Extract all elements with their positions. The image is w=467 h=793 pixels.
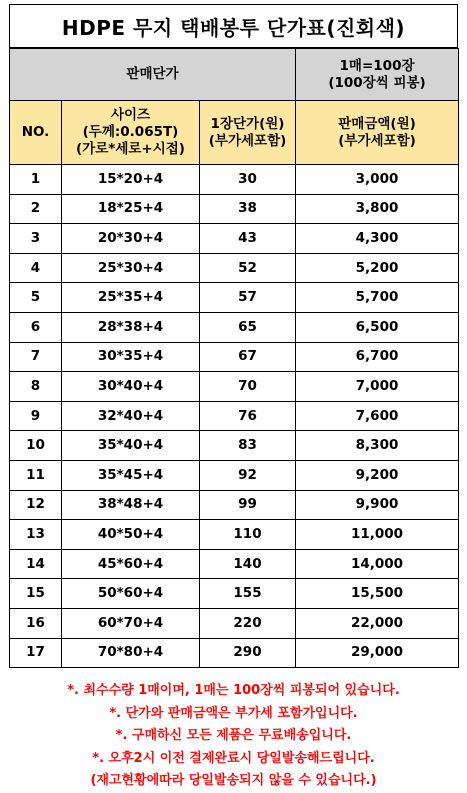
row-unit-price: 76 bbox=[200, 401, 296, 431]
row-size: 40*50+4 bbox=[62, 520, 200, 550]
row-size: 50*60+4 bbox=[62, 579, 200, 609]
table-row bbox=[10, 401, 459, 431]
group-header-row bbox=[10, 49, 459, 101]
row-unit-price: 67 bbox=[200, 342, 296, 372]
row-amount: 22,000 bbox=[296, 608, 459, 638]
table-row bbox=[10, 165, 459, 195]
row-size: 25*35+4 bbox=[62, 283, 200, 313]
table-row bbox=[10, 549, 459, 579]
price-table bbox=[9, 48, 459, 668]
row-size: 30*40+4 bbox=[62, 372, 200, 402]
note-line: *. 구매하신 모든 제품은 무료배송입니다. bbox=[115, 728, 352, 744]
note-line: *. 단가와 판매금액은 부가세 포함가입니다. bbox=[109, 705, 358, 721]
table-row bbox=[10, 579, 459, 609]
row-amount: 11,000 bbox=[296, 520, 459, 550]
row-size: 25*30+4 bbox=[62, 253, 200, 283]
table-row bbox=[10, 431, 459, 461]
row-size: 60*70+4 bbox=[62, 608, 200, 638]
row-amount: 5,200 bbox=[296, 253, 459, 283]
table-row bbox=[10, 283, 459, 313]
row-no: 6 bbox=[10, 312, 62, 342]
row-size: 35*45+4 bbox=[62, 460, 200, 490]
column-header-row bbox=[10, 101, 459, 165]
row-size: 28*38+4 bbox=[62, 312, 200, 342]
row-size: 15*20+4 bbox=[62, 165, 200, 195]
row-amount: 5,700 bbox=[296, 283, 459, 313]
row-size: 45*60+4 bbox=[62, 549, 200, 579]
row-size: 32*40+4 bbox=[62, 401, 200, 431]
size-header-line3: (가로*세로+시접) bbox=[76, 140, 185, 157]
row-unit-price: 155 bbox=[200, 579, 296, 609]
unit-price-header-line1: 1장단가(원) bbox=[210, 115, 285, 132]
column-header-no: NO. bbox=[10, 101, 62, 165]
row-no: 15 bbox=[10, 579, 62, 609]
row-unit-price: 57 bbox=[200, 283, 296, 313]
group-header-pack-info bbox=[296, 49, 459, 101]
row-unit-price: 99 bbox=[200, 490, 296, 520]
row-amount: 3,000 bbox=[296, 165, 459, 195]
table-row bbox=[10, 253, 459, 283]
note-line: (재고현황에따라 당일발송되지 않을 수 있습니다.) bbox=[90, 773, 377, 789]
size-header-line1: 사이즈 bbox=[110, 107, 151, 124]
table-row bbox=[10, 194, 459, 224]
row-unit-price: 65 bbox=[200, 312, 296, 342]
row-unit-price: 43 bbox=[200, 224, 296, 254]
table-row bbox=[10, 490, 459, 520]
row-unit-price: 38 bbox=[200, 194, 296, 224]
table-row bbox=[10, 520, 459, 550]
row-no: 11 bbox=[10, 460, 62, 490]
column-header-size bbox=[62, 101, 200, 165]
row-no: 2 bbox=[10, 194, 62, 224]
row-amount: 4,300 bbox=[296, 224, 459, 254]
pack-info-line1: 1매=100장 bbox=[339, 57, 415, 74]
row-no: 7 bbox=[10, 342, 62, 372]
row-amount: 6,500 bbox=[296, 312, 459, 342]
group-header-sale-price: 판매단가 bbox=[10, 49, 296, 101]
column-header-amount bbox=[296, 101, 459, 165]
row-no: 13 bbox=[10, 520, 62, 550]
price-rows bbox=[10, 165, 459, 668]
row-no: 17 bbox=[10, 638, 62, 668]
amount-header-line2: (부가세포함) bbox=[338, 132, 416, 149]
row-unit-price: 52 bbox=[200, 253, 296, 283]
table-row bbox=[10, 608, 459, 638]
row-size: 38*48+4 bbox=[62, 490, 200, 520]
row-no: 9 bbox=[10, 401, 62, 431]
amount-header-line1: 판매금액(원) bbox=[338, 115, 416, 132]
row-amount: 29,000 bbox=[296, 638, 459, 668]
row-unit-price: 83 bbox=[200, 431, 296, 461]
row-amount: 9,900 bbox=[296, 490, 459, 520]
price-sheet bbox=[9, 4, 458, 793]
row-unit-price: 92 bbox=[200, 460, 296, 490]
row-no: 5 bbox=[10, 283, 62, 313]
row-amount: 14,000 bbox=[296, 549, 459, 579]
row-no: 3 bbox=[10, 224, 62, 254]
row-amount: 8,300 bbox=[296, 431, 459, 461]
notes-section bbox=[9, 680, 458, 793]
row-no: 14 bbox=[10, 549, 62, 579]
row-size: 70*80+4 bbox=[62, 638, 200, 668]
note-line: *. 오후2시 이전 결제완료시 당일발송해드립니다. bbox=[92, 750, 375, 766]
table-row bbox=[10, 342, 459, 372]
row-no: 12 bbox=[10, 490, 62, 520]
row-amount: 9,200 bbox=[296, 460, 459, 490]
row-no: 8 bbox=[10, 372, 62, 402]
row-size: 18*25+4 bbox=[62, 194, 200, 224]
table-row bbox=[10, 312, 459, 342]
row-unit-price: 110 bbox=[200, 520, 296, 550]
row-unit-price: 220 bbox=[200, 608, 296, 638]
unit-price-header-line2: (부가세포함) bbox=[208, 132, 287, 149]
note-line: *. 최수수량 1매이며, 1매는 100장씩 피봉되어 있습니다. bbox=[67, 683, 400, 699]
pack-info-line2: (100장씩 피봉) bbox=[328, 74, 426, 91]
row-amount: 3,800 bbox=[296, 194, 459, 224]
row-unit-price: 290 bbox=[200, 638, 296, 668]
table-row bbox=[10, 460, 459, 490]
row-size: 30*35+4 bbox=[62, 342, 200, 372]
row-amount: 15,500 bbox=[296, 579, 459, 609]
row-amount: 6,700 bbox=[296, 342, 459, 372]
column-header-unit-price bbox=[200, 101, 296, 165]
row-no: 10 bbox=[10, 431, 62, 461]
row-unit-price: 70 bbox=[200, 372, 296, 402]
row-no: 16 bbox=[10, 608, 62, 638]
row-unit-price: 30 bbox=[200, 165, 296, 195]
row-no: 1 bbox=[10, 165, 62, 195]
page-title: HDPE 무지 택배봉투 단가표(진회색) bbox=[9, 4, 458, 48]
table-row bbox=[10, 638, 459, 668]
row-amount: 7,000 bbox=[296, 372, 459, 402]
row-amount: 7,600 bbox=[296, 401, 459, 431]
table-row bbox=[10, 372, 459, 402]
table-row bbox=[10, 224, 459, 254]
row-no: 4 bbox=[10, 253, 62, 283]
row-size: 35*40+4 bbox=[62, 431, 200, 461]
row-size: 20*30+4 bbox=[62, 224, 200, 254]
size-header-line2: (두께:0.065T) bbox=[82, 124, 179, 141]
row-unit-price: 140 bbox=[200, 549, 296, 579]
